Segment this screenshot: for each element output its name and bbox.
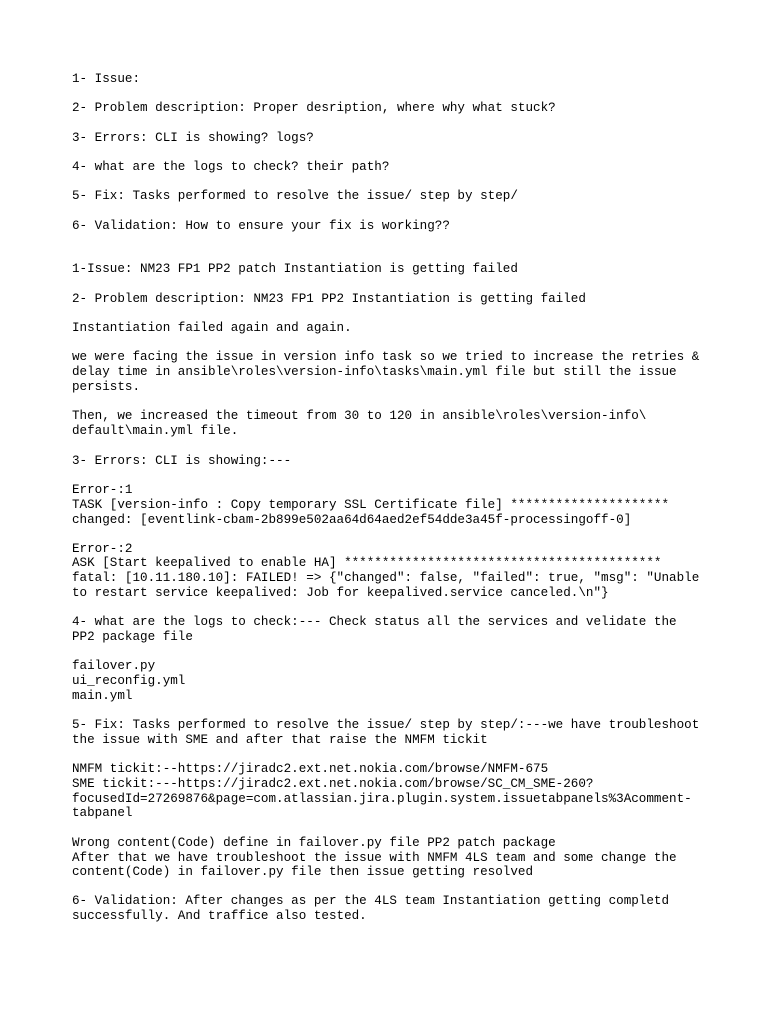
error1-line: changed: [eventlink-cbam-2b899e502aa64d64aed2ef54dde3a45f-processingoff-0] [72, 513, 632, 527]
report-fix-line: 5- Fix: Tasks performed to resolve the issue/ step by step/:---we have troubleshoot [72, 718, 700, 732]
report-failed-again: Instantiation failed again and again. [72, 321, 352, 335]
resolution-line: After that we have troubleshoot the issue with NMFM 4LS team and some change the [72, 851, 677, 865]
report-errors-heading: 3- Errors: CLI is showing:--- [72, 454, 292, 468]
error2-line: Error-:2 [72, 542, 133, 556]
template-issue: 1- Issue: [72, 72, 141, 86]
report-retries-line: persists. [72, 380, 141, 394]
template-logs: 4- what are the logs to check? their path? [72, 160, 390, 174]
validation-line: 6- Validation: After changes as per the 4LS team Instantiation getting completd [72, 894, 670, 908]
error2-line: fatal: [10.11.180.10]: FAILED! => {"changed": false, "failed": true, "msg": "Unable [72, 571, 700, 585]
template-problem: 2- Problem description: Proper desription, where why what stuck? [72, 101, 556, 115]
ticket-line: tabpanel [72, 806, 133, 820]
report-timeout-line: Then, we increased the timeout from 30 to 120 in ansible\roles\version-info\ [72, 409, 647, 423]
report-problem: 2- Problem description: NM23 FP1 PP2 Instantiation is getting failed [72, 292, 586, 306]
resolution-line: Wrong content(Code) define in failover.py file PP2 patch package [72, 836, 556, 850]
template-validation: 6- Validation: How to ensure your fix is working?? [72, 219, 450, 233]
report-fix-line: the issue with SME and after that raise the NMFM tickit [72, 733, 488, 747]
report-retries-line: delay time in ansible\roles\version-info\tasks\main.yml file but still the issue [72, 365, 677, 379]
error2-line: ASK [Start keepalived to enable HA] ****************************************** [72, 556, 662, 570]
resolution-line: content(Code) in failover.py file then issue getting resolved [72, 865, 534, 879]
file-item: main.yml [72, 689, 133, 703]
validation-line: successfully. And traffice also tested. [72, 909, 367, 923]
ticket-line: NMFM tickit:--https://jiradc2.ext.net.nokia.com/browse/NMFM-675 [72, 762, 549, 776]
report-issue: 1-Issue: NM23 FP1 PP2 patch Instantiation is getting failed [72, 262, 518, 276]
ticket-line: SME tickit:---https://jiradc2.ext.net.nokia.com/browse/SC_CM_SME-260? [72, 777, 594, 791]
template-fix: 5- Fix: Tasks performed to resolve the issue/ step by step/ [72, 189, 518, 203]
error1-line: TASK [version-info : Copy temporary SSL Certificate file] ********************* [72, 498, 670, 512]
file-item: ui_reconfig.yml [72, 674, 186, 688]
report-timeout-line: default\main.yml file. [72, 424, 239, 438]
error2-line: to restart service keepalived: Job for keepalived.service canceled.\n"} [72, 586, 609, 600]
file-item: failover.py [72, 659, 156, 673]
report-retries-line: we were facing the issue in version info task so we tried to increase the retries & [72, 350, 700, 364]
error1-line: Error-:1 [72, 483, 133, 497]
report-logs-line: PP2 package file [72, 630, 193, 644]
report-logs-line: 4- what are the logs to check:--- Check status all the services and velidate the [72, 615, 677, 629]
template-errors: 3- Errors: CLI is showing? logs? [72, 131, 314, 145]
ticket-line: focusedId=27269876&page=com.atlassian.jira.plugin.system.issuetabpanels%3Acomment- [72, 792, 692, 806]
